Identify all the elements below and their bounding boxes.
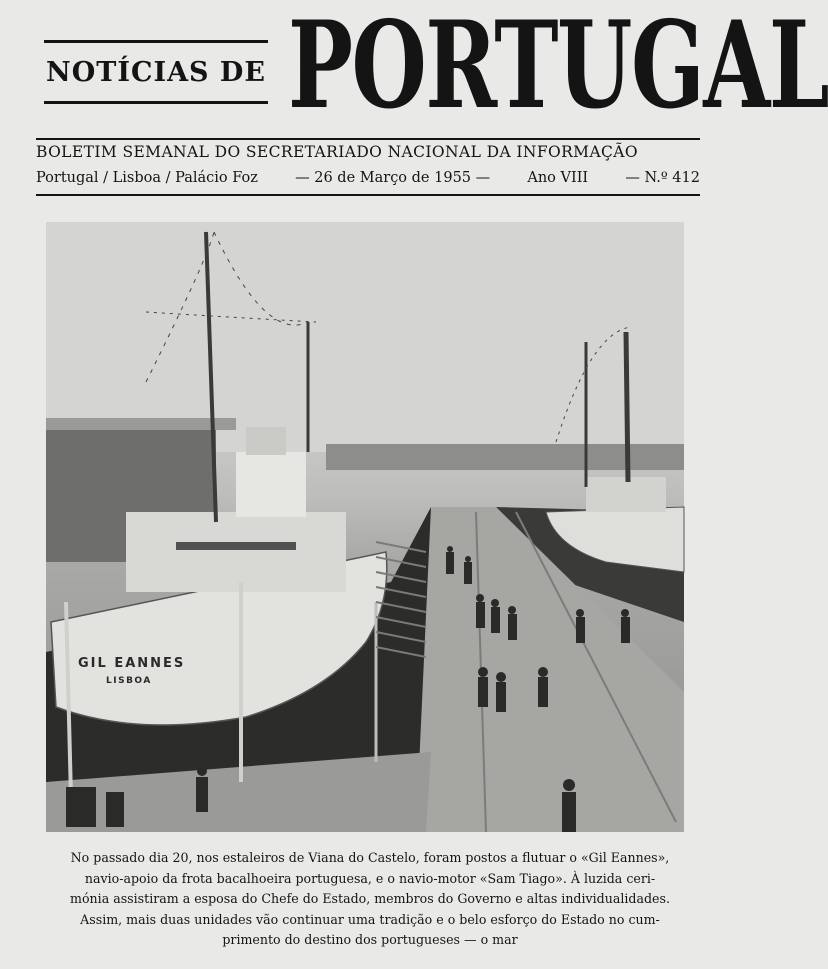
caption-line: Assim, mais duas unidades vão continuar uma tradição e o belo esforço do Estado no cum- xyxy=(80,911,660,927)
masthead-title: PORTUGAL xyxy=(288,0,828,136)
dateline-date: — 26 de Março de 1955 — xyxy=(295,170,491,186)
caption-line: mónia assistiram a esposa do Chefe do Estado, membros do Governo e altas individualidades. xyxy=(70,891,670,906)
masthead-dateline xyxy=(36,170,700,186)
photo-caption xyxy=(40,848,700,951)
masthead xyxy=(0,0,828,200)
photo-illustration xyxy=(46,222,684,832)
caption-line: No passado dia 20, nos estaleiros de Viana do Castelo, foram postos a flutuar o «Gil Eannes», xyxy=(70,850,670,865)
dateline-year: Ano VIII xyxy=(527,170,589,186)
caption-line: primento do destino dos portugueses — o mar xyxy=(222,932,518,947)
photo-ship-name: GIL EANNES xyxy=(78,656,186,671)
photo-far-shore xyxy=(326,444,684,470)
masthead-rule-top xyxy=(36,138,700,140)
photo-sky xyxy=(46,222,684,452)
masthead-subtitle: BOLETIM SEMANAL DO SECRETARIADO NACIONAL DA INFORMAÇÃO xyxy=(36,143,639,161)
dateline-issue: — N.º 412 xyxy=(625,170,700,186)
masthead-noticias-de: NOTÍCIAS DE xyxy=(44,40,268,104)
photo-ship-port: LISBOA xyxy=(106,676,152,686)
ship-launch-photo xyxy=(46,222,684,832)
caption-line: navio-apoio da frota bacalhoeira portuguesa, e o navio-motor «Sam Tiago». À luzida ceri- xyxy=(84,870,656,886)
dateline-place: Portugal / Lisboa / Palácio Foz xyxy=(36,170,258,186)
photo-superstructure xyxy=(126,512,346,592)
masthead-rule-bottom xyxy=(36,194,700,196)
